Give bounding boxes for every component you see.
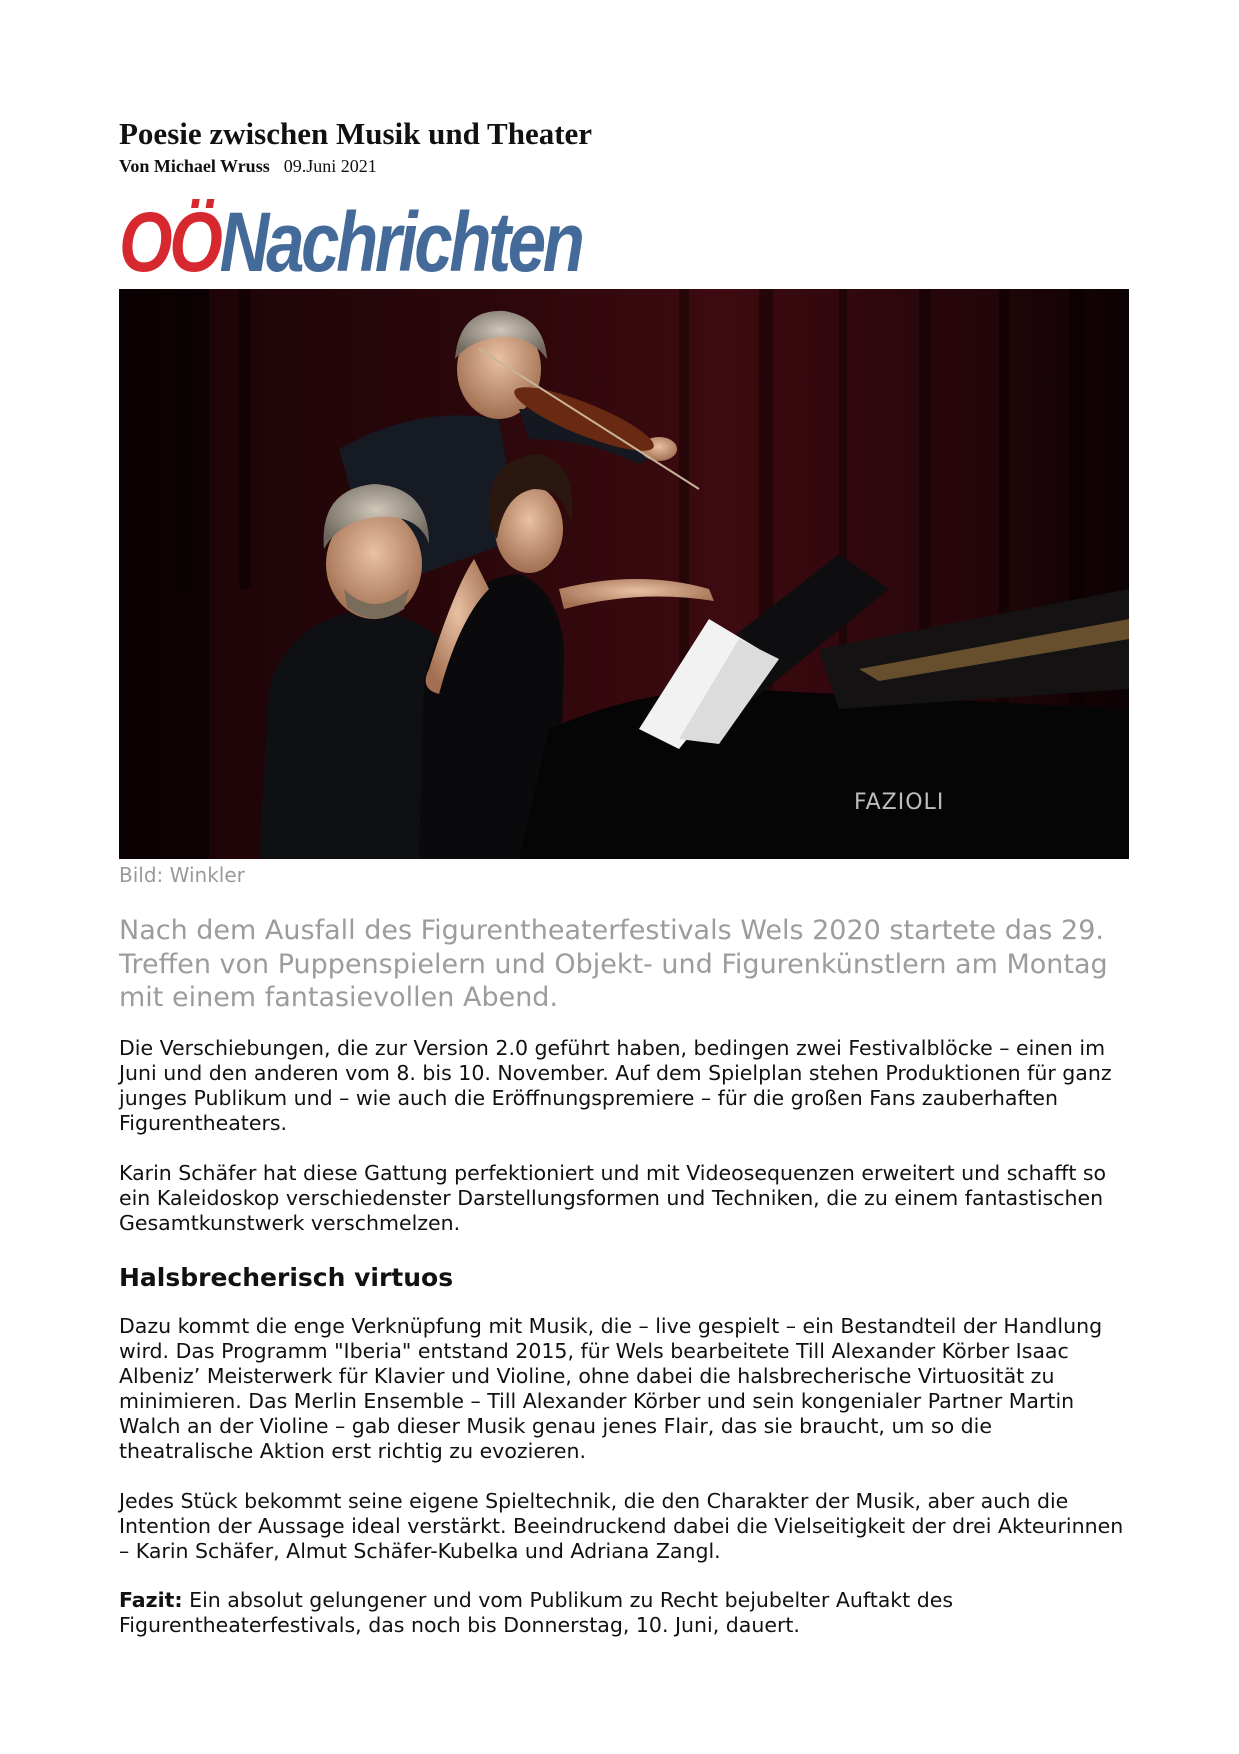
fazit-paragraph (119, 1588, 1129, 1638)
article-title: Poesie zwischen Musik und Theater (119, 116, 593, 151)
fazit-label: Fazit: (119, 1588, 183, 1612)
body-paragraph-3: Dazu kommt die enge Verknüpfung mit Musik, die – live gespielt – ein Bestandteil der Handlung wird. Das Programm "Iberia" entstand 2015, für Wels bearbeitete Till Alexander Körber Isaac Albeniz’ Meisterwerk für Klavier und Violine, ohne dabei die halsbrecherische Virtuosität zu minimieren. Das Merlin Ensemble – Till Alexander Körber und sein kongenialer Partner Martin Walch an der Violine – gab dieser Musik genau jenes Flair, das sie braucht, um so die theatralische Aktion erst richtig zu evozieren. (119, 1314, 1103, 1463)
subheading: Halsbrecherisch virtuos (119, 1263, 454, 1292)
author: Von Michael Wruss (119, 156, 270, 176)
piano-brand: FAZIOLI (854, 790, 945, 815)
logo-oo: OÖ (119, 195, 220, 289)
photo-caption: Bild: Winkler (119, 863, 245, 887)
fazit-text: Ein absolut gelungener und vom Publikum zu Recht bejubelter Auftakt des Figurentheaterfestivals, das noch bis Donnerstag, 10. Juni, dauert. (119, 1588, 954, 1637)
publish-date: 09.Juni 2021 (283, 156, 377, 176)
newspaper-logo (119, 196, 582, 288)
body-paragraph-4: Jedes Stück bekommt seine eigene Spieltechnik, die den Charakter der Musik, aber auch die Intention der Aussage ideal verstärkt. Beeindruckend dabei die Vielseitigkeit der drei Akteurinnen – Karin Schäfer, Almut Schäfer-Kubelka und Adriana Zangl. (119, 1489, 1124, 1563)
logo-nachrichten: Nachrichten (219, 195, 582, 289)
concert-photo (119, 289, 1129, 859)
body-paragraph-2: Karin Schäfer hat diese Gattung perfektioniert und mit Videosequenzen erweitert und schafft so ein Kaleidoskop verschiedenster Darstellungsformen und Techniken, die zu einem fantastischen Gesamtkunstwerk verschmelzen. (119, 1161, 1107, 1235)
byline (119, 156, 377, 177)
body-paragraph-1: Die Verschiebungen, die zur Version 2.0 geführt haben, bedingen zwei Festivalblöcke – einen im Juni und den anderen vom 8. bis 10. November. Auf dem Spielplan stehen Produktionen für ganz junges Publikum und – wie auch die Eröffnungspremiere – für die großen Fans zauberhaften Figurentheaters. (119, 1036, 1112, 1135)
lead-paragraph: Nach dem Ausfall des Figurentheaterfestivals Wels 2020 startete das 29. Treffen von Puppenspielern und Objekt- und Figurenkünstlern am Montag mit einem fantasievollen Abend. (119, 915, 1108, 1013)
